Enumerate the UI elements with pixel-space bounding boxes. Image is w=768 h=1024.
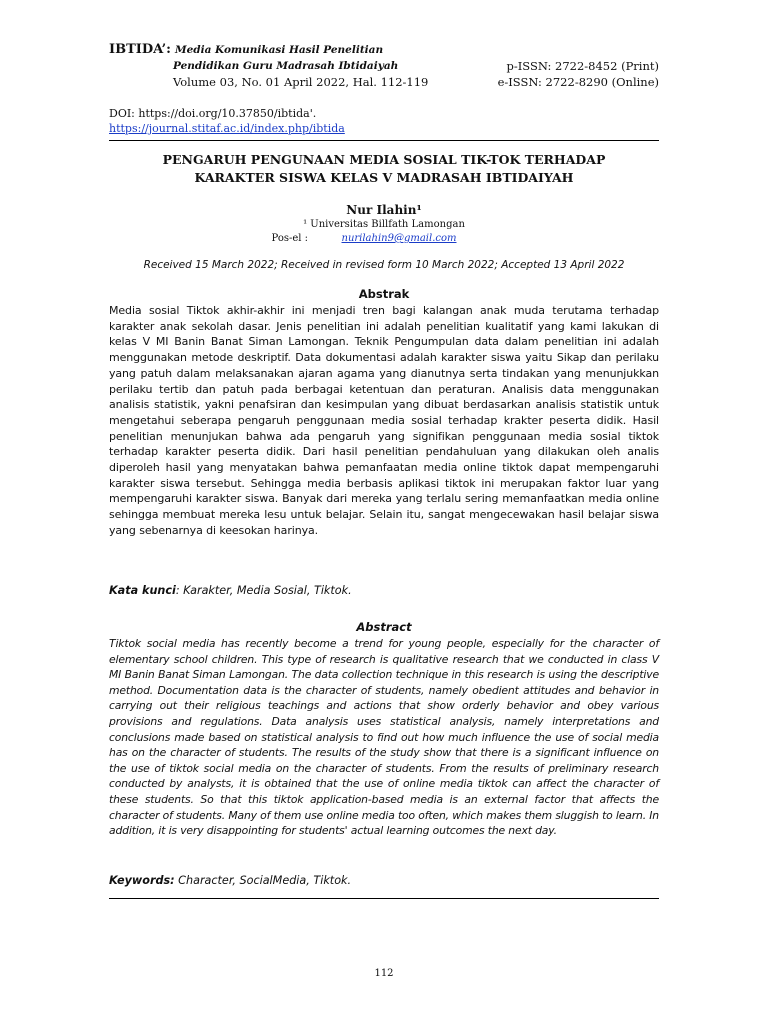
p-issn: p-ISSN: 2722-8452 (Print)	[506, 59, 659, 73]
email-link[interactable]: nurilahin9@gmail.com	[341, 233, 457, 244]
abstract-en-heading: Abstract	[356, 620, 412, 634]
page-number: 112	[374, 968, 394, 979]
journal-row-3	[173, 74, 659, 90]
author-affiliation: ¹ Universitas Billfath Lamongan	[303, 219, 465, 230]
keywords-en	[109, 874, 659, 887]
email-row	[109, 232, 659, 246]
journal-subtitle-2: Pendidikan Guru Madrasah Ibtidaiyah	[173, 60, 399, 72]
keywords-id-values: : Karakter, Media Sosial, Tiktok.	[175, 584, 352, 597]
article-title	[109, 151, 659, 187]
top-divider	[109, 140, 659, 141]
doi-block	[109, 106, 345, 136]
journal-subtitle: Media Komunikasi Hasil Penelitian	[174, 44, 384, 56]
e-issn: e-ISSN: 2722-8290 (Online)	[497, 75, 659, 89]
abstract-id-text: Media sosial Tiktok akhir-akhir ini menjadi tren bagi kalangan anak muda terutama terhadap karakter anak sekolah dasar. Jenis penelitian ini adalah penelitian kualitatif yang kami lakukan di kelas V MI Banin Banat Siman Lamongan. Teknik Pengumpulan data dalam penelitian ini adalah menggunakan metode deskriptif. Data dokumentasi adalah karakter siswa yaitu Sikap dan perilaku yang patuh dalam melaksanakan ajaran agama yang dianutnya serta tindakan yang menunjukkan perilaku tertib dan patuh pada berbagai ketentuan dan peraturan. Analisis data menggunakan analisis statistik, yakni penafsiran dan kesimpulan yang dibuat berdasarkan analisis statistik untuk mengetahui seberapa pengaruh penggunaan media sosial terhadap krakter peserta didik. Hasil penelitian menunjukan bahwa ada pengaruh yang signifikan penggunaan media sosial tiktok terhadap karakter peserta didik. Dari hasil penelitian pendahuluan yang dilakukan oleh analis diperoleh hasil yang menyatakan bahwa pemanfaatan media online tiktok dapat mempengaruhi karakter siswa tersebut. Sehingga media berbasis aplikasi tiktok ini merupakan faktor luar yang mempengaruhi karakter siswa. Banyak dari mereka yang terlalu sering memanfaatkan media online sehingga membuat mereka lesu untuk belajar. Selain itu, sangat mengecewakan hasil belajar siswa yang sebenarnya di keesokan harinya.	[109, 304, 659, 537]
doi-text: DOI: https://doi.org/10.37850/ibtida'.	[109, 107, 317, 120]
journal-row-2	[173, 58, 659, 74]
keywords-id	[109, 584, 659, 597]
abstract-en-text: Tiktok social media has recently become a trend for young people, especially for the character of elementary school children. This type of research is qualitative research that we conducted in class V MI Banin Banat Siman Lamongan. The data collection technique in this research is using the descriptive method. Documentation data is the character of students, namely obedient attitudes and behavior in carrying out their religious teachings and actions that show orderly behavior and obey various provisions and regulations. Data analysis uses statistical analysis, namely interpretations and conclusions made based on statistical analysis to find out how much influence the use of social media has on the character of students. The results of the study show that there is a significant influence on the use of tiktok social media on the character of students. From the results of preliminary research conducted by analysts, it is obtained that the use of online media tiktok can affect the character of these students. So that this tiktok application-based media is an external factor that affects the character of students. Many of them use online media too often, which makes them sluggish to learn. In addition, it is very disappointing for students' actual learning outcomes the next day.	[109, 637, 659, 838]
journal-header	[109, 42, 659, 90]
keywords-en-label: Keywords:	[109, 874, 175, 887]
author-block	[109, 202, 659, 246]
keywords-id-label: Kata kunci	[109, 584, 176, 597]
keywords-en-values: Character, SocialMedia, Tiktok.	[174, 874, 352, 887]
journal-title-row	[109, 42, 659, 58]
author-name: Nur Ilahin¹	[346, 203, 422, 217]
article-dates: Received 15 March 2022; Received in revised form 10 March 2022; Accepted 13 April 2022	[143, 259, 625, 271]
title-line-1: PENGARUH PENGUNAAN MEDIA SOSIAL TIK-TOK TERHADAP	[162, 152, 606, 167]
abstract-id-heading: Abstrak	[358, 287, 410, 301]
email-label: Pos-el :	[271, 233, 309, 244]
journal-url-link[interactable]: https://journal.stitaf.ac.id/index.php/ibtida	[109, 122, 345, 135]
bottom-divider	[109, 898, 659, 899]
journal-name: IBTIDA’:	[109, 42, 171, 57]
volume-info: Volume 03, No. 01 April 2022, Hal. 112-119	[173, 75, 429, 89]
title-line-2: KARAKTER SISWA KELAS V MADRASAH IBTIDAIYAH	[194, 170, 574, 185]
